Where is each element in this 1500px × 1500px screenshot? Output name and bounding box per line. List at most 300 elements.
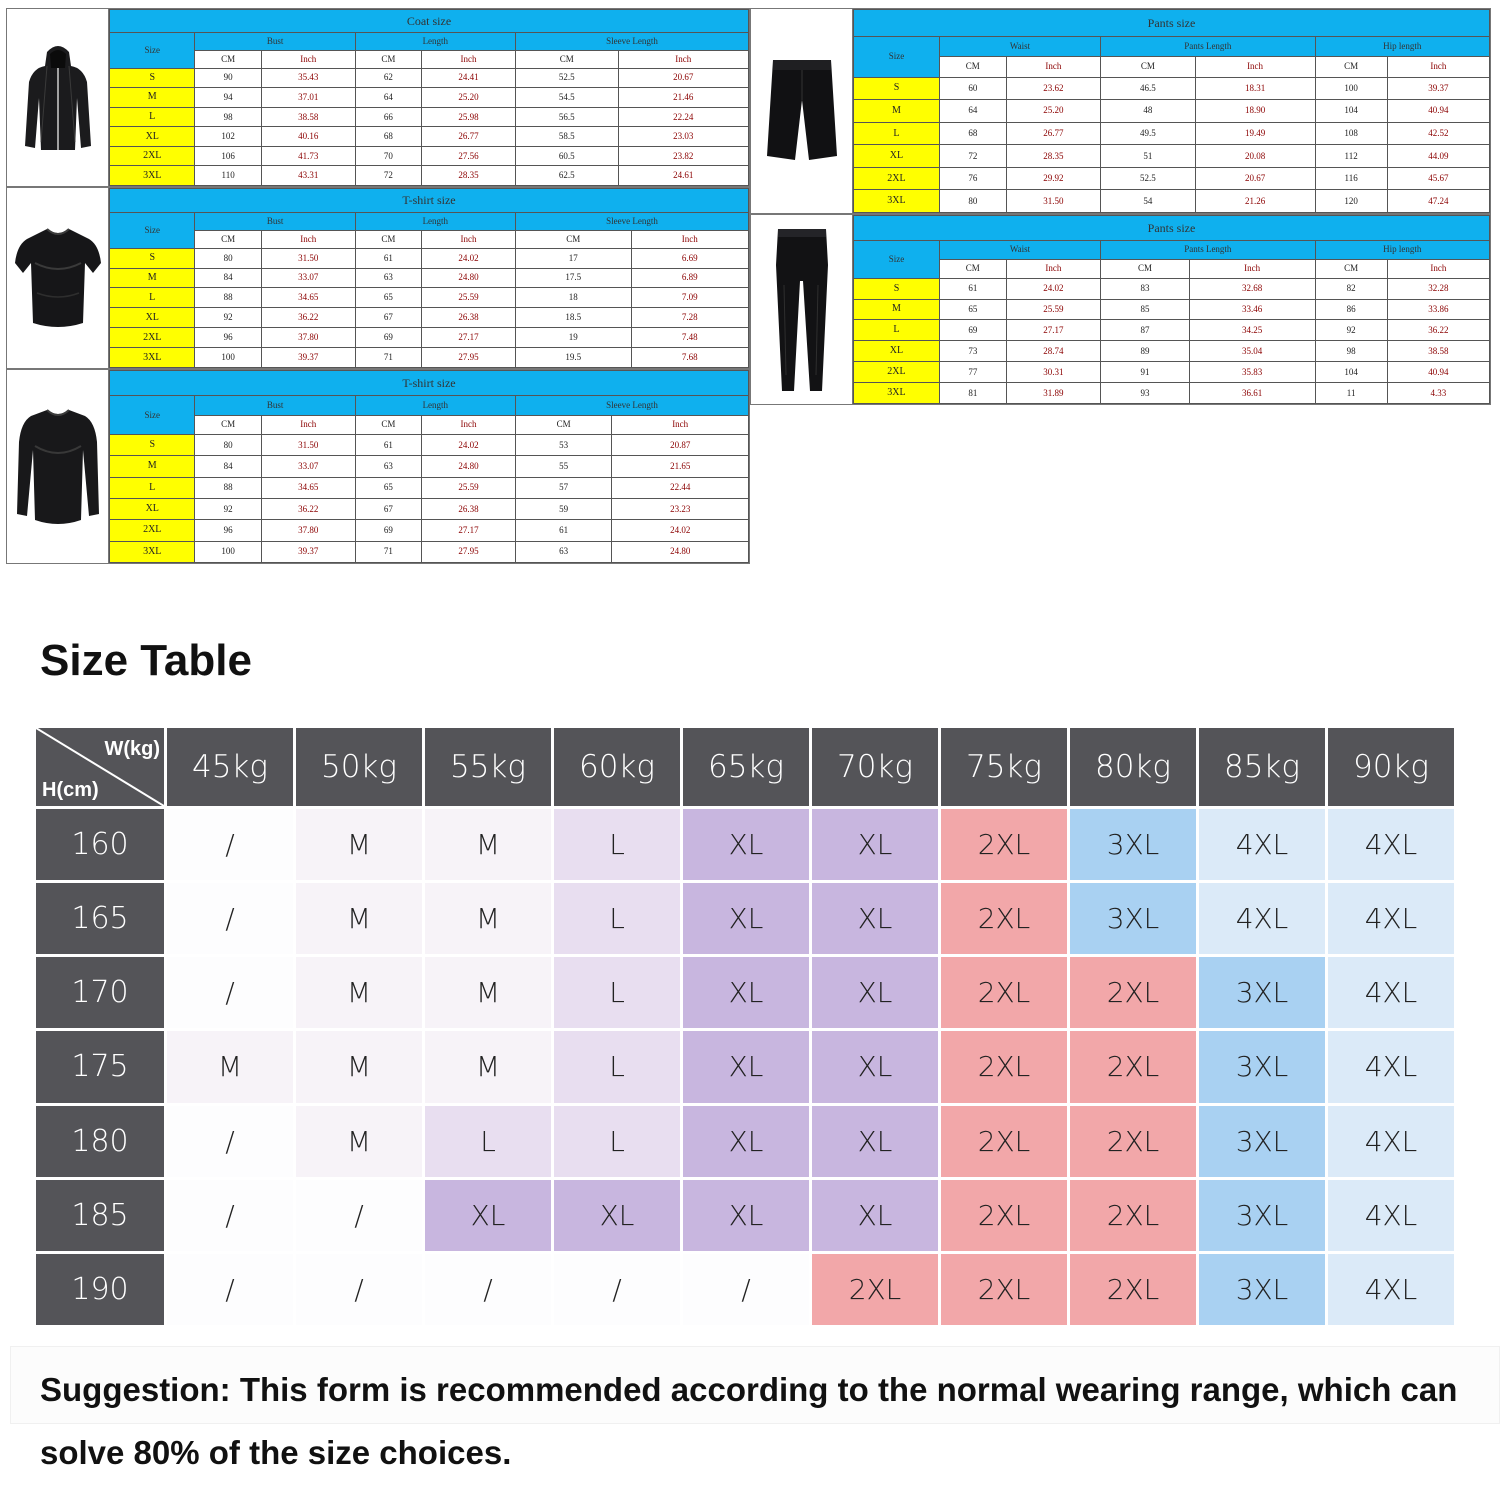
measurement-cell: 18.31 xyxy=(1195,77,1315,100)
size-cell: 4XL xyxy=(1328,1106,1454,1177)
measurement-cell: 85 xyxy=(1101,299,1190,320)
chart-unit-row xyxy=(854,259,1490,278)
table-row xyxy=(110,541,749,562)
measurement-cell: 35.04 xyxy=(1189,341,1315,362)
measurement-cell: 39.37 xyxy=(261,541,355,562)
height-header: 165 xyxy=(36,883,164,954)
measurement-cell: 24.41 xyxy=(422,68,516,88)
size-cell: XL xyxy=(854,341,940,362)
measurement-cell: 69 xyxy=(355,520,421,541)
measurement-cell: 21.46 xyxy=(618,88,748,108)
chart-title-row xyxy=(854,10,1490,37)
measurement-cell: 84 xyxy=(195,268,261,288)
size-cell: / xyxy=(167,1180,293,1251)
unit-header: CM xyxy=(355,230,421,248)
measurement-cell: 65 xyxy=(939,299,1006,320)
table-row xyxy=(110,146,749,166)
weight-header: 80kg xyxy=(1070,728,1196,806)
measurement-cell: 24.02 xyxy=(1006,278,1100,299)
size-cell: / xyxy=(683,1254,809,1325)
measurement-cell: 58.5 xyxy=(515,127,618,147)
measurement-cell: 56.5 xyxy=(515,107,618,127)
size-cell: L xyxy=(854,320,940,341)
measurement-cell: 61 xyxy=(355,248,421,268)
size-cell: 2XL xyxy=(941,957,1067,1028)
size-cell: / xyxy=(296,1254,422,1325)
table-row xyxy=(110,68,749,88)
size-cell: M xyxy=(854,299,940,320)
measurement-cell: 62 xyxy=(355,68,421,88)
table-row xyxy=(110,248,749,268)
measurement-cell: 27.17 xyxy=(1006,320,1100,341)
measurement-cell: 80 xyxy=(195,248,261,268)
table-row xyxy=(854,100,1490,123)
measurement-header: Length xyxy=(355,33,515,51)
table-row xyxy=(110,477,749,498)
measurement-cell: 36.22 xyxy=(1387,320,1489,341)
size-cell: M xyxy=(425,1031,551,1102)
measurement-cell: 61 xyxy=(939,278,1006,299)
table-row xyxy=(110,328,749,348)
measurement-cell: 34.65 xyxy=(261,288,355,308)
size-column-header: Size xyxy=(110,33,195,69)
size-cell: 4XL xyxy=(1199,883,1325,954)
measurement-cell: 86 xyxy=(1315,299,1387,320)
chart-header-row xyxy=(110,33,749,51)
measurement-cell: 88 xyxy=(195,477,261,498)
table-row xyxy=(854,122,1490,145)
size-column-header: Size xyxy=(110,396,195,435)
chart-title-row xyxy=(110,10,749,33)
measurement-cell: 48 xyxy=(1101,100,1196,123)
measurement-cell: 39.37 xyxy=(261,348,355,368)
measurement-cell: 47.24 xyxy=(1387,190,1489,213)
measurement-cell: 46.5 xyxy=(1101,77,1196,100)
weight-header: 75kg xyxy=(941,728,1067,806)
chart-title: Pants size xyxy=(854,216,1490,241)
size-cell: 2XL xyxy=(854,362,940,383)
measurement-cell: 60 xyxy=(939,77,1006,100)
measurement-cell: 7.68 xyxy=(631,348,748,368)
size-cell: 3XL xyxy=(1199,957,1325,1028)
size-cell: XL xyxy=(554,1180,680,1251)
measurement-cell: 33.07 xyxy=(261,268,355,288)
measurement-cell: 108 xyxy=(1315,122,1387,145)
measurement-cell: 41.73 xyxy=(261,146,355,166)
size-cell: XL xyxy=(110,127,195,147)
measurement-cell: 70 xyxy=(355,146,421,166)
measurement-cell: 28.35 xyxy=(1006,145,1100,168)
table-row xyxy=(110,127,749,147)
size-cell: XL xyxy=(683,1031,809,1102)
weight-header: 55kg xyxy=(425,728,551,806)
size-cell: L xyxy=(854,122,940,145)
size-cell: S xyxy=(110,434,195,455)
shorts-size-table xyxy=(853,9,1490,213)
size-cell: XL xyxy=(425,1180,551,1251)
size-cell: XL xyxy=(683,1106,809,1177)
measurement-cell: 89 xyxy=(1101,341,1190,362)
unit-header: CM xyxy=(1315,259,1387,278)
measurement-header: Sleeve Length xyxy=(515,33,748,51)
measurement-cell: 24.80 xyxy=(612,541,749,562)
measurement-cell: 96 xyxy=(195,520,261,541)
chart-unit-row xyxy=(110,230,749,248)
measurement-cell: 98 xyxy=(1315,341,1387,362)
size-table-grid xyxy=(36,728,1454,1325)
measurement-cell: 43.31 xyxy=(261,166,355,186)
size-cell: 4XL xyxy=(1328,809,1454,880)
measurement-cell: 24.61 xyxy=(618,166,748,186)
measurement-cell: 33.07 xyxy=(261,456,355,477)
measurement-cell: 21.26 xyxy=(1195,190,1315,213)
coat-size-chart xyxy=(6,8,750,187)
measurement-cell: 18.90 xyxy=(1195,100,1315,123)
measurement-cell: 62.5 xyxy=(515,166,618,186)
unit-header: Inch xyxy=(422,415,516,434)
size-cell: M xyxy=(296,957,422,1028)
size-cell: 3XL xyxy=(854,190,940,213)
size-cell: XL xyxy=(683,1180,809,1251)
size-cell: L xyxy=(554,957,680,1028)
size-cell: 4XL xyxy=(1328,1254,1454,1325)
size-cell: 4XL xyxy=(1328,957,1454,1028)
size-cell: 2XL xyxy=(941,1106,1067,1177)
measurement-cell: 39.37 xyxy=(1387,77,1489,100)
measurement-cell: 88 xyxy=(195,288,261,308)
measurement-cell: 23.82 xyxy=(618,146,748,166)
measurement-cell: 63 xyxy=(355,268,421,288)
size-cell: XL xyxy=(683,809,809,880)
measurement-cell: 24.80 xyxy=(422,456,516,477)
table-row xyxy=(854,145,1490,168)
unit-header: Inch xyxy=(422,230,516,248)
measurement-cell: 25.59 xyxy=(1006,299,1100,320)
table-row xyxy=(110,498,749,519)
unit-header: CM xyxy=(355,50,421,68)
leggings-icon xyxy=(751,215,853,404)
unit-header: Inch xyxy=(1006,57,1100,78)
measurement-cell: 24.80 xyxy=(422,268,516,288)
weight-header: 90kg xyxy=(1328,728,1454,806)
measurement-cell: 52.5 xyxy=(515,68,618,88)
measurement-cell: 120 xyxy=(1315,190,1387,213)
size-cell: M xyxy=(854,100,940,123)
measurement-cell: 19 xyxy=(515,328,631,348)
unit-header: Inch xyxy=(422,50,516,68)
size-table-corner xyxy=(36,728,164,806)
measurement-cell: 27.95 xyxy=(422,541,516,562)
size-cell: 2XL xyxy=(1070,1180,1196,1251)
unit-header: Inch xyxy=(261,415,355,434)
size-column-header: Size xyxy=(854,36,940,77)
measurement-cell: 55 xyxy=(515,456,611,477)
height-header: 180 xyxy=(36,1106,164,1177)
size-cell: XL xyxy=(812,1031,938,1102)
measurement-header: Pants Length xyxy=(1101,240,1315,259)
measurement-cell: 33.86 xyxy=(1387,299,1489,320)
height-header: 160 xyxy=(36,809,164,880)
size-table-title: Size Table xyxy=(40,636,252,685)
measurement-header: Waist xyxy=(939,36,1100,57)
measurement-cell: 98 xyxy=(195,107,261,127)
size-cell: 2XL xyxy=(941,1254,1067,1325)
size-cell: L xyxy=(110,107,195,127)
size-cell: 3XL xyxy=(110,348,195,368)
unit-header: CM xyxy=(515,50,618,68)
size-cell: 3XL xyxy=(1070,883,1196,954)
unit-header: CM xyxy=(939,259,1006,278)
measurement-cell: 57 xyxy=(515,477,611,498)
measurement-cell: 64 xyxy=(939,100,1006,123)
measurement-cell: 40.94 xyxy=(1387,100,1489,123)
measurement-cell: 54.5 xyxy=(515,88,618,108)
measurement-cell: 37.80 xyxy=(261,520,355,541)
unit-header: CM xyxy=(515,230,631,248)
size-cell: XL xyxy=(812,883,938,954)
table-row xyxy=(854,320,1490,341)
measurement-cell: 110 xyxy=(195,166,261,186)
measurement-header: Hip length xyxy=(1315,240,1489,259)
size-cell: 2XL xyxy=(110,328,195,348)
measurement-cell: 27.17 xyxy=(422,328,516,348)
measurement-header: Sleeve Length xyxy=(515,212,748,230)
table-row xyxy=(854,278,1490,299)
chart-header-row xyxy=(854,240,1490,259)
chart-header-row xyxy=(854,36,1490,57)
unit-header: Inch xyxy=(1189,259,1315,278)
measurement-cell: 26.38 xyxy=(422,498,516,519)
measurement-cell: 36.22 xyxy=(261,498,355,519)
size-cell: XL xyxy=(854,145,940,168)
chart-header-row xyxy=(110,396,749,415)
measurement-cell: 24.02 xyxy=(422,434,516,455)
size-cell: / xyxy=(167,809,293,880)
measurement-cell: 73 xyxy=(939,341,1006,362)
tshirt-size-table xyxy=(109,188,749,368)
size-cell: M xyxy=(425,809,551,880)
measurement-cell: 36.61 xyxy=(1189,383,1315,404)
shorts-size-chart xyxy=(750,8,1491,214)
measurement-cell: 71 xyxy=(355,348,421,368)
size-cell: M xyxy=(296,1106,422,1177)
size-cell: S xyxy=(110,248,195,268)
long-sleeve-shirt-icon xyxy=(7,370,109,563)
size-cell: L xyxy=(554,883,680,954)
measurement-cell: 36.22 xyxy=(261,308,355,328)
table-row xyxy=(854,299,1490,320)
unit-header: Inch xyxy=(1387,259,1489,278)
unit-header: CM xyxy=(1101,259,1190,278)
size-cell: M xyxy=(110,88,195,108)
size-cell: / xyxy=(167,1106,293,1177)
measurement-cell: 104 xyxy=(1315,362,1387,383)
size-cell: S xyxy=(854,278,940,299)
hooded-jacket-icon xyxy=(7,9,109,186)
weight-header: 65kg xyxy=(683,728,809,806)
measurement-cell: 19.5 xyxy=(515,348,631,368)
measurement-cell: 25.20 xyxy=(1006,100,1100,123)
chart-title-row xyxy=(854,216,1490,241)
long-sleeve-tshirt-size-chart xyxy=(6,369,750,564)
measurement-cell: 59 xyxy=(515,498,611,519)
unit-header: CM xyxy=(1101,57,1196,78)
measurement-cell: 87 xyxy=(1101,320,1190,341)
measurement-cell: 54 xyxy=(1101,190,1196,213)
measurement-cell: 7.48 xyxy=(631,328,748,348)
measurement-cell: 40.94 xyxy=(1387,362,1489,383)
measurement-header: Length xyxy=(355,212,515,230)
leggings-size-chart xyxy=(750,214,1491,405)
measurement-cell: 104 xyxy=(1315,100,1387,123)
measurement-cell: 38.58 xyxy=(1387,341,1489,362)
unit-header: CM xyxy=(355,415,421,434)
size-cell: 2XL xyxy=(812,1254,938,1325)
table-row xyxy=(110,107,749,127)
chart-title: Coat size xyxy=(110,10,749,33)
measurement-cell: 100 xyxy=(195,541,261,562)
size-cell: 4XL xyxy=(1328,1031,1454,1102)
measurement-cell: 31.50 xyxy=(261,248,355,268)
measurement-cell: 72 xyxy=(355,166,421,186)
measurement-cell: 112 xyxy=(1315,145,1387,168)
measurement-cell: 27.17 xyxy=(422,520,516,541)
size-cell: 3XL xyxy=(854,383,940,404)
size-cell: 2XL xyxy=(941,1180,1067,1251)
measurement-cell: 25.98 xyxy=(422,107,516,127)
measurement-cell: 40.16 xyxy=(261,127,355,147)
short-sleeve-shirt-icon xyxy=(7,188,109,368)
measurement-cell: 34.25 xyxy=(1189,320,1315,341)
size-cell: M xyxy=(167,1031,293,1102)
size-cell: 2XL xyxy=(941,809,1067,880)
measurement-cell: 25.20 xyxy=(422,88,516,108)
long-sleeve-tshirt-size-table xyxy=(109,370,749,563)
measurement-cell: 51 xyxy=(1101,145,1196,168)
unit-header: CM xyxy=(515,415,611,434)
size-cell: 3XL xyxy=(110,541,195,562)
size-cell: 2XL xyxy=(1070,1106,1196,1177)
unit-header: Inch xyxy=(261,50,355,68)
measurement-cell: 49.5 xyxy=(1101,122,1196,145)
chart-title-row xyxy=(110,189,749,213)
measurement-header: Waist xyxy=(939,240,1100,259)
measurement-cell: 64 xyxy=(355,88,421,108)
measurement-cell: 27.56 xyxy=(422,146,516,166)
measurement-cell: 45.67 xyxy=(1387,167,1489,190)
table-row xyxy=(110,434,749,455)
measurement-cell: 23.03 xyxy=(618,127,748,147)
size-cell: / xyxy=(554,1254,680,1325)
size-cell: XL xyxy=(110,308,195,328)
measurement-cell: 93 xyxy=(1101,383,1190,404)
measurement-cell: 22.24 xyxy=(618,107,748,127)
measurement-cell: 83 xyxy=(1101,278,1190,299)
shorts-icon xyxy=(751,9,853,213)
size-cell: S xyxy=(854,77,940,100)
table-row xyxy=(110,288,749,308)
measurement-cell: 17.5 xyxy=(515,268,631,288)
measurement-cell: 31.50 xyxy=(1006,190,1100,213)
table-row xyxy=(854,341,1490,362)
measurement-cell: 34.65 xyxy=(261,477,355,498)
weight-header: 45kg xyxy=(167,728,293,806)
size-cell: L xyxy=(554,1106,680,1177)
measurement-cell: 18 xyxy=(515,288,631,308)
table-row xyxy=(854,362,1490,383)
size-cell: 3XL xyxy=(1199,1106,1325,1177)
measurement-cell: 7.28 xyxy=(631,308,748,328)
measurement-cell: 65 xyxy=(355,477,421,498)
size-column-header: Size xyxy=(854,240,940,278)
measurement-cell: 31.89 xyxy=(1006,383,1100,404)
size-cell: XL xyxy=(812,1106,938,1177)
measurement-cell: 37.01 xyxy=(261,88,355,108)
measurement-cell: 28.35 xyxy=(422,166,516,186)
measurement-cell: 100 xyxy=(195,348,261,368)
measurement-cell: 92 xyxy=(195,308,261,328)
measurement-cell: 102 xyxy=(195,127,261,147)
measurement-cell: 42.52 xyxy=(1387,122,1489,145)
measurement-cell: 68 xyxy=(939,122,1006,145)
suggestion-text: Suggestion: This form is recommended according to the normal wearing range, which can solve 80% of the size choices. xyxy=(40,1371,1458,1471)
measurement-cell: 19.49 xyxy=(1195,122,1315,145)
measurement-cell: 44.09 xyxy=(1387,145,1489,168)
size-column-header: Size xyxy=(110,212,195,248)
unit-header: CM xyxy=(195,50,261,68)
size-cell: M xyxy=(425,883,551,954)
measurement-cell: 63 xyxy=(355,456,421,477)
measurement-cell: 27.95 xyxy=(422,348,516,368)
measurement-cell: 61 xyxy=(355,434,421,455)
unit-header: Inch xyxy=(1195,57,1315,78)
coat-size-table xyxy=(109,9,749,186)
unit-header: CM xyxy=(939,57,1006,78)
size-cell: L xyxy=(554,1031,680,1102)
measurement-cell: 80 xyxy=(939,190,1006,213)
measurement-cell: 100 xyxy=(1315,77,1387,100)
measurement-cell: 65 xyxy=(355,288,421,308)
size-cell: 2XL xyxy=(1070,1254,1196,1325)
measurement-cell: 26.77 xyxy=(422,127,516,147)
weight-header: 85kg xyxy=(1199,728,1325,806)
measurement-cell: 20.87 xyxy=(612,434,749,455)
measurement-cell: 68 xyxy=(355,127,421,147)
measurement-cell: 81 xyxy=(939,383,1006,404)
measurement-cell: 77 xyxy=(939,362,1006,383)
size-cell: / xyxy=(167,883,293,954)
chart-unit-row xyxy=(854,57,1490,78)
measurement-cell: 84 xyxy=(195,456,261,477)
size-cell: 2XL xyxy=(110,520,195,541)
measurement-cell: 90 xyxy=(195,68,261,88)
table-row xyxy=(110,88,749,108)
measurement-cell: 72 xyxy=(939,145,1006,168)
measurement-header: Pants Length xyxy=(1101,36,1315,57)
measurement-cell: 23.23 xyxy=(612,498,749,519)
table-row xyxy=(110,520,749,541)
size-cell: 2XL xyxy=(941,1031,1067,1102)
size-cell: XL xyxy=(812,957,938,1028)
measurement-cell: 96 xyxy=(195,328,261,348)
measurement-cell: 20.67 xyxy=(1195,167,1315,190)
size-cell: 2XL xyxy=(1070,1031,1196,1102)
size-cell: M xyxy=(296,1031,422,1102)
size-cell: XL xyxy=(812,1180,938,1251)
weight-header: 60kg xyxy=(554,728,680,806)
measurement-cell: 30.31 xyxy=(1006,362,1100,383)
measurement-header: Hip length xyxy=(1315,36,1489,57)
